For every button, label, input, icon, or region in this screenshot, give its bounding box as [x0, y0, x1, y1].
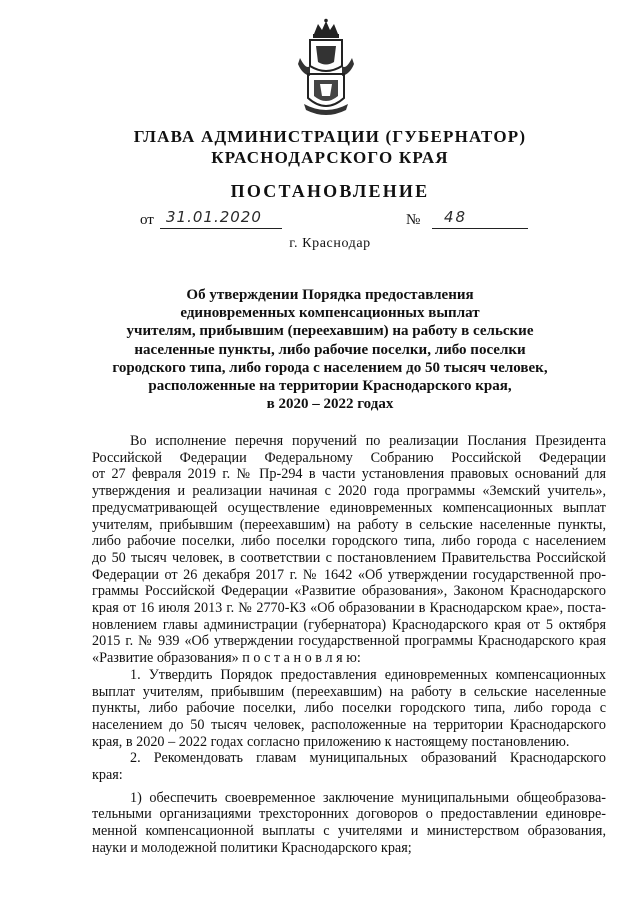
- body-line: Во исполнение перечня поручений по реализации Послания Президента: [130, 433, 606, 449]
- body-line: «Развитие образования» п о с т а н о в л я ю:: [92, 650, 361, 667]
- body-line: 1) обеспечить своевременное заключение муниципальными общеобразова-: [130, 789, 606, 806]
- body-line: края, в 2020 – 2022 годах согласно приложению к настоящему постановлению.: [92, 733, 570, 750]
- body-line: граммы Российской Федерации «Развитие образования», Законом Краснодарского: [92, 583, 606, 600]
- handwritten-number: 48: [444, 208, 468, 226]
- body-line: 2015 г. № 939 «Об утверждении государственной программы Краснодарского края: [92, 633, 606, 650]
- body-line: новлением главы администрации (губернатора) Краснодарского края от 5 октября: [92, 616, 606, 633]
- authority-line-1: ГЛАВА АДМИНИСТРАЦИИ (ГУБЕРНАТОР): [133, 127, 527, 146]
- body-line: края от 16 июля 2013 г. № 2770-КЗ «Об образовании в Краснодарском крае», поста-: [92, 600, 606, 617]
- issuing-authority: [120, 126, 540, 168]
- body-line: Российской Федерации Федеральному Собранию Российской Федерации: [92, 449, 606, 466]
- issue-city: г. Краснодар: [289, 236, 371, 251]
- document-type: ПОСТАНОВЛЕНИЕ: [230, 181, 430, 201]
- body-line: 1. Утвердить Порядок предоставления единовременных компенсационных: [130, 666, 606, 683]
- body-line: от 27 февраля 2019 г. № Пр-294 в части установления правовых оснований для: [92, 466, 606, 483]
- body-line: пункты, либо рабочие поселки, либо поселки городского типа, либо города с: [92, 700, 606, 717]
- date-number-row: [140, 210, 540, 234]
- handwritten-date: 31.01.2020: [166, 208, 262, 226]
- title-line: городского типа, либо города с населением до 50 тысяч человек,: [112, 359, 548, 376]
- document-body: [92, 433, 606, 857]
- document-title: [100, 286, 560, 413]
- body-line: утверждения и реализации начиная с 2020 года программы «Земский учитель»,: [92, 483, 606, 500]
- title-line: единовременных компенсационных выплат: [180, 305, 480, 322]
- body-line: до 50 тысяч человек, в соответствии с постановлением Правительства Российской: [92, 549, 606, 566]
- body-line: края:: [92, 767, 123, 784]
- date-underline: [160, 228, 282, 229]
- body-line: Федерации от 26 декабря 2017 г. № 1642 «Об утверждении государственной про-: [92, 566, 606, 583]
- date-prefix: от: [140, 212, 154, 228]
- body-line: выплат учителям, прибывшим (переехавшим) на работу в сельские населенные: [92, 683, 606, 700]
- body-line: населением до 50 тысяч человек, расположенные на территории Краснодарского: [92, 716, 606, 733]
- body-line: учителям, прибывшим (переехавшим) на работу в сельские населенные пункты,: [92, 516, 606, 533]
- title-line: в 2020 – 2022 годах: [266, 396, 394, 413]
- title-line: Об утверждении Порядка предоставления: [186, 287, 474, 303]
- number-prefix: №: [406, 212, 421, 228]
- body-line: предусматривающей осуществление единовременных компенсационных выплат: [92, 499, 606, 516]
- title-line: учителям, прибывшим (переехавшим) на работу в сельские: [126, 323, 534, 340]
- title-line: населенные пункты, либо рабочие поселки, либо поселки: [134, 341, 526, 358]
- number-underline: [432, 228, 528, 229]
- body-line: менной компенсационной выплаты с учителями и министерством образования,: [92, 823, 606, 840]
- coat-of-arms-emblem: [296, 18, 356, 118]
- authority-line-2: КРАСНОДАРСКОГО КРАЯ: [211, 148, 449, 167]
- body-line: либо рабочие поселки, либо поселки городского типа, либо города с населением: [92, 533, 606, 550]
- body-line: науки и молодежной политики Краснодарского края;: [92, 839, 412, 856]
- body-line: тельными организациями трехсторонних договоров о предоставлении единовре-: [92, 806, 606, 823]
- title-line: расположенные на территории Краснодарского края,: [148, 378, 512, 395]
- body-line: 2. Рекомендовать главам муниципальных образований Краснодарского: [130, 750, 606, 767]
